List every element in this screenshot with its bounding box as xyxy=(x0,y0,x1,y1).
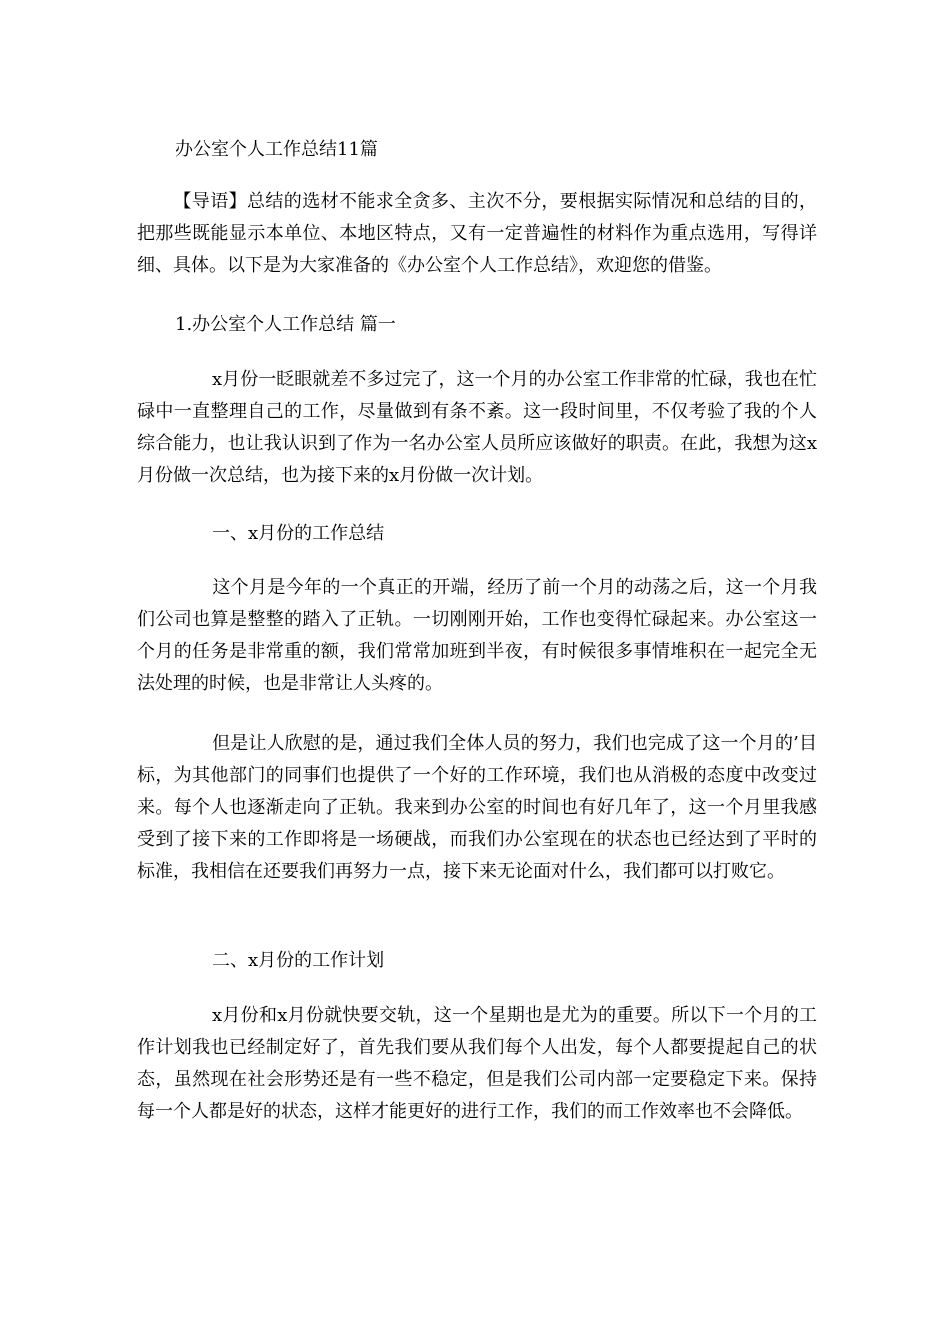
paragraph-3 xyxy=(137,728,817,888)
paragraph-2-text: 这个月是今年的一个真正的开端，经历了前一个月的动荡之后，这一个月我们公司也算是整整的踏入了正轨。一切刚刚开始，工作也变得忙碌起来。办公室这一个月的任务是非常重的额，我们常常加班到半夜，有时候很多事情堆积在一起完全无法处理的时候，也是非常让人头疼的。 xyxy=(137,577,817,694)
paragraph-4-text: x月份和x月份就快要交轨，这一个星期也是尤为的重要。所以下一个月的工作计划我也已经制定好了，首先我们要从我们每个人出发，每个人都要提起自己的状态，虽然现在社会形势还是有一些不稳定，但是我们公司内部一定要稳定下来。保持每一个人都是好的状态，这样才能更好的进行工作，我们的而工作效率也不会降低。 xyxy=(137,1005,817,1122)
subsection-2-title: 二、x月份的工作计划 xyxy=(212,950,385,971)
document-title: 办公室个人工作总结11篇 xyxy=(175,139,378,160)
paragraph-2 xyxy=(137,572,817,700)
paragraph-1-text: x月份一眨眼就差不多过完了，这一个月的办公室工作非常的忙碌，我也在忙碌中一直整理自己的工作，尽量做到有条不紊。这一段时间里，不仅考验了我的个人综合能力，也让我认识到了作为一名办公室人员所应该做好的职责。在此，我想为这x月份做一次总结，也为接下来的x月份做一次计划。 xyxy=(137,369,817,486)
intro-text: 【导语】总结的选材不能求全贪多、主次不分，要根据实际情况和总结的目的，把那些既能显示本单位、本地区特点，又有一定普遍性的材料作为重点选用，写得详细、具体。以下是为大家准备的《办公室个人工作总结》，欢迎您的借鉴。 xyxy=(137,191,817,276)
intro-paragraph xyxy=(137,186,817,282)
section-1-title: 1.办公室个人工作总结 篇一 xyxy=(175,314,396,335)
paragraph-3-text: 但是让人欣慰的是，通过我们全体人员的努力，我们也完成了这一个月的’目标，为其他部门的同事们也提供了一个好的工作环境，我们也从消极的态度中改变过来。每个人也逐渐走向了正轨。我来到办公室的时间也有好几年了，这一个月里我感受到了接下来的工作即将是一场硬战，而我们办公室现在的状态也已经达到了平时的标准，我相信在还要我们再努力一点，接下来无论面对什么，我们都可以打败它。 xyxy=(137,733,817,882)
subsection-1-title: 一、x月份的工作总结 xyxy=(212,523,385,544)
paragraph-1 xyxy=(137,364,817,492)
paragraph-4 xyxy=(137,1000,817,1128)
